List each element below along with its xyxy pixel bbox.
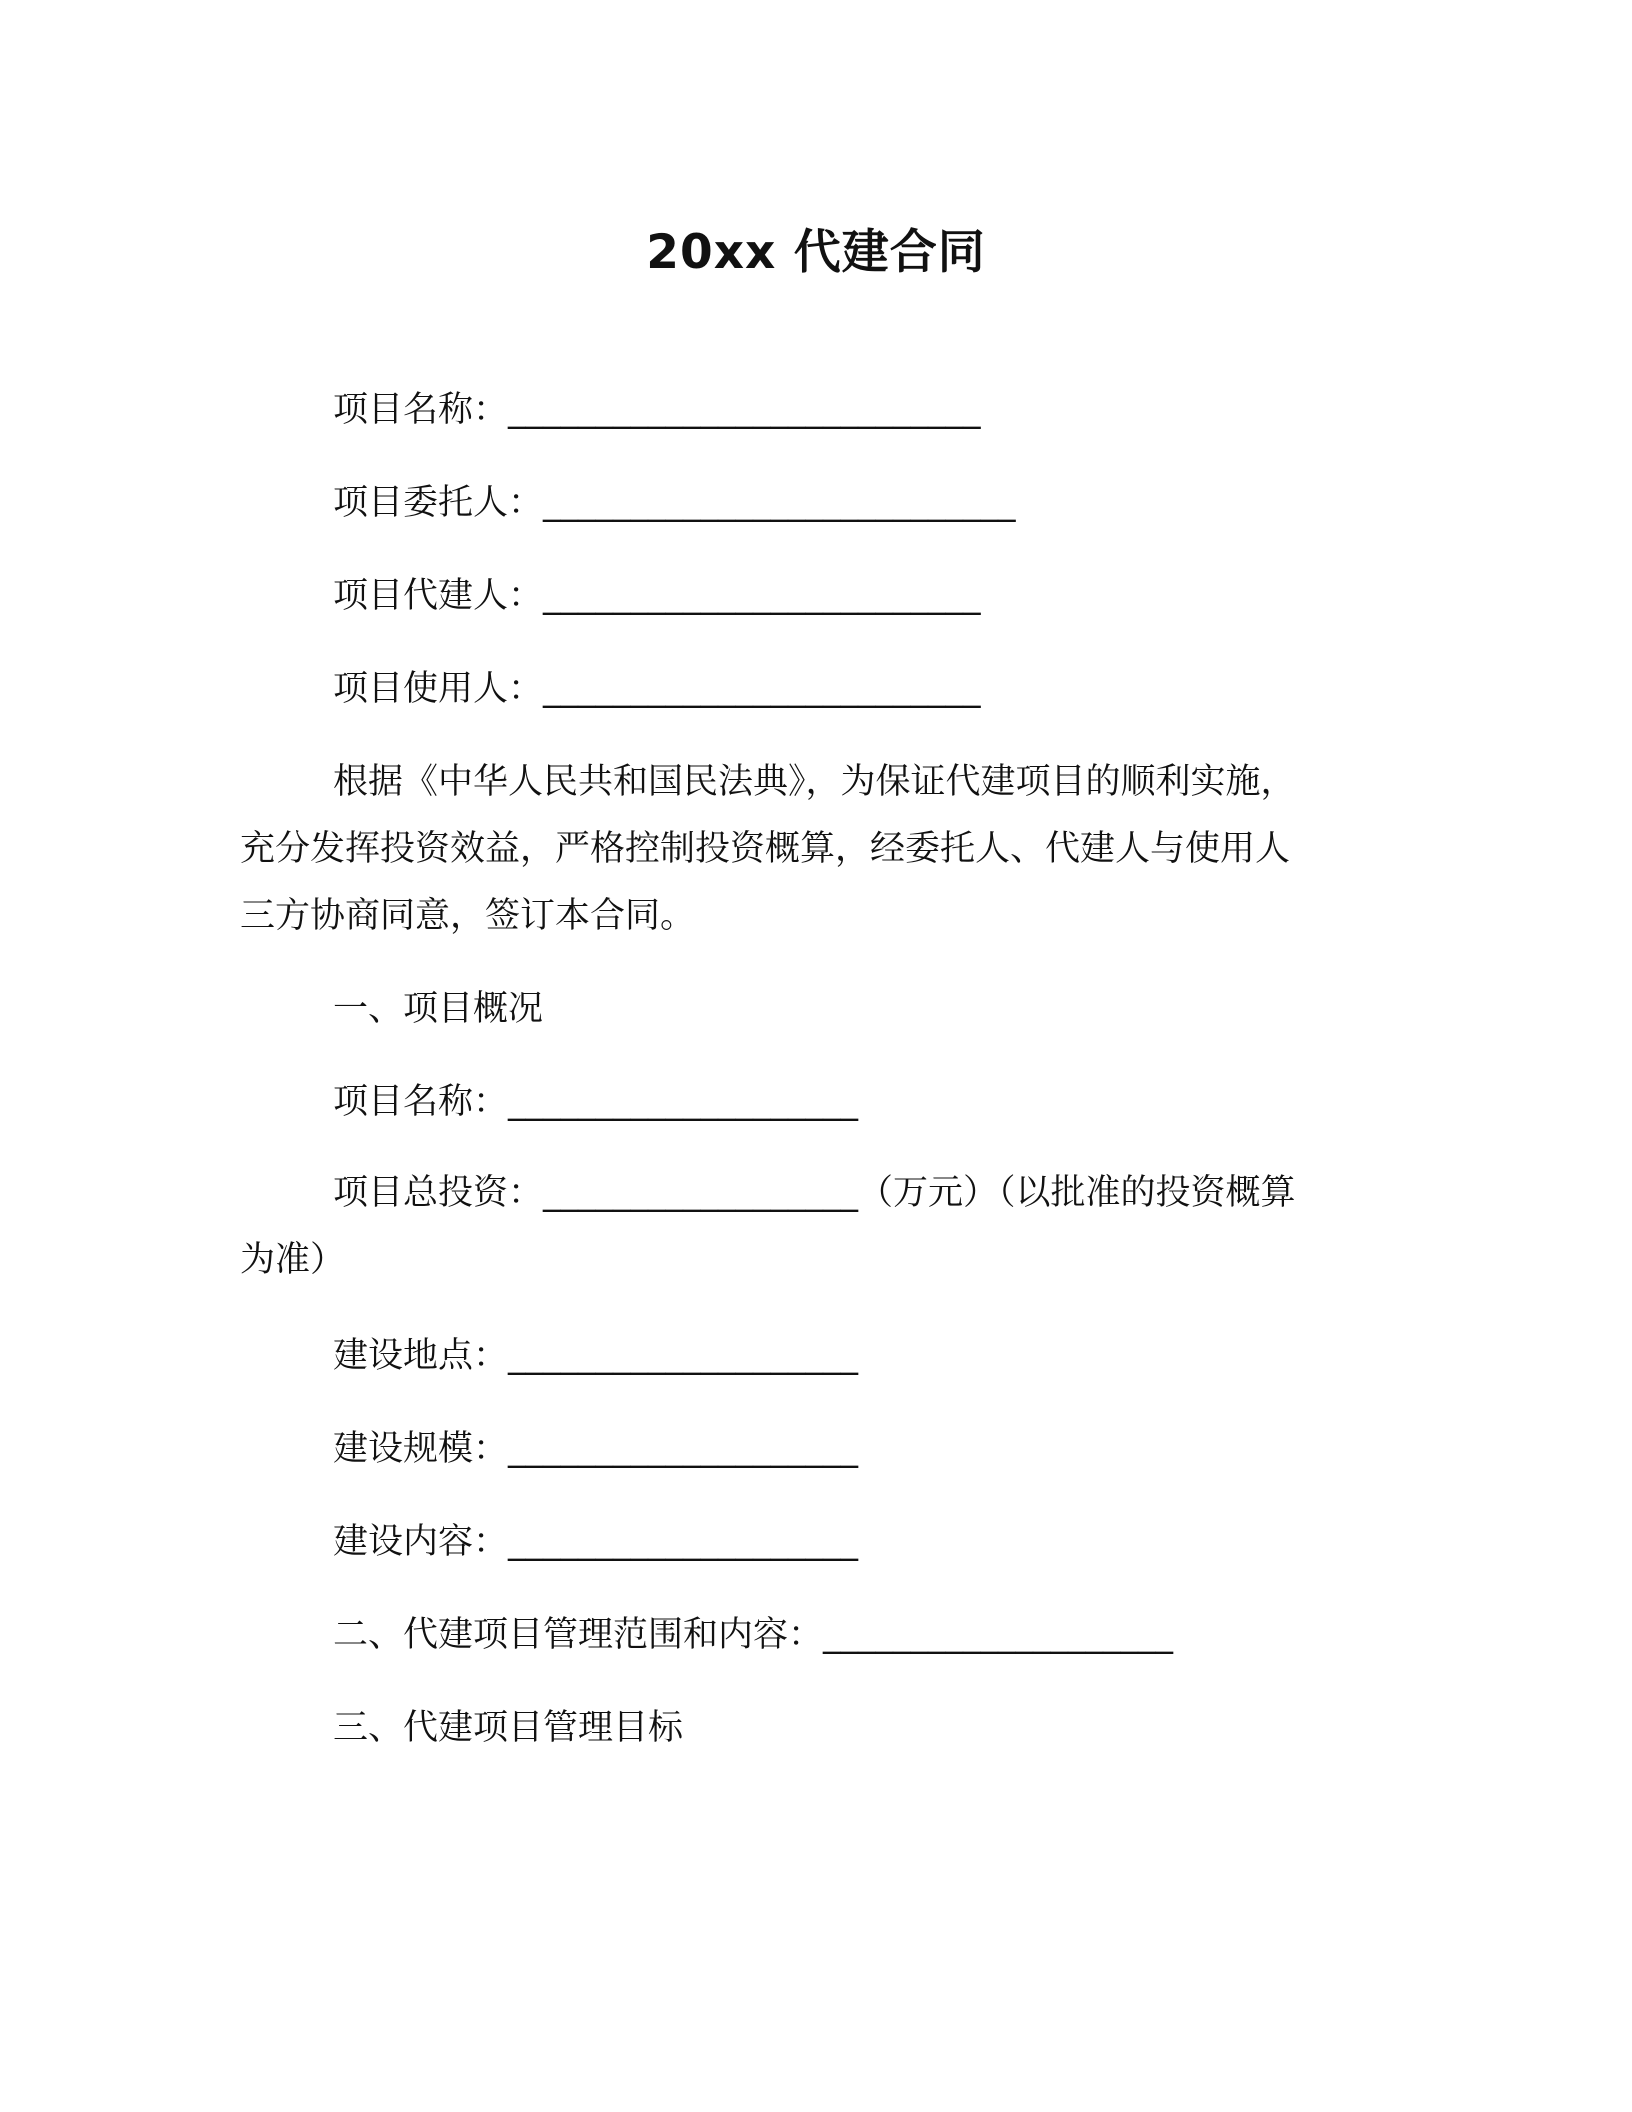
section-2-heading — [333, 1609, 1173, 1661]
investment-unit: （万元）（以批准的投资概算 — [858, 1173, 1296, 1213]
field-blank: ____________________ — [508, 1429, 859, 1469]
field-label: 项目代建人： — [333, 576, 544, 616]
field-project-client — [333, 477, 1016, 529]
field-blank: ____________________ — [508, 1522, 859, 1562]
field-label: 项目名称： — [333, 390, 509, 430]
field-label: 建设地点： — [333, 1336, 509, 1376]
field-section1-scale — [333, 1423, 858, 1475]
field-label: 项目使用人： — [333, 669, 544, 709]
field-label: 建设规模： — [333, 1429, 509, 1469]
field-section1-content — [333, 1516, 858, 1568]
field-section1-location — [333, 1330, 858, 1382]
field-label: 项目委托人： — [333, 483, 544, 523]
field-blank: __________________ — [543, 1173, 859, 1213]
document-title: 20xx 代建合同 — [646, 225, 986, 280]
field-section1-name — [333, 1076, 858, 1128]
intro-line: 三方协商同意，签订本合同。 — [240, 896, 696, 936]
field-blank: ___________________________ — [508, 390, 981, 430]
field-blank: ____________________ — [508, 1336, 859, 1376]
field-label: 项目总投资： — [333, 1173, 544, 1213]
field-blank: ____________________ — [508, 1082, 859, 1122]
investment-continuation: 为准） — [240, 1240, 346, 1280]
investment-line — [240, 1160, 1390, 1227]
field-blank: _________________________ — [543, 669, 981, 709]
field-blank: _________________________ — [543, 576, 981, 616]
section-3-heading: 三、代建项目管理目标 — [333, 1708, 684, 1748]
field-project-user — [333, 663, 981, 715]
section-1-heading: 一、项目概况 — [333, 989, 544, 1029]
field-label: 项目名称： — [333, 1082, 509, 1122]
section-2-label: 二、代建项目管理范围和内容： — [333, 1615, 824, 1655]
intro-line: 根据《中华人民共和国民法典》，为保证代建项目的顺利实施， — [333, 762, 1296, 802]
intro-line: 充分发挥投资效益，严格控制投资概算，经委托人、代建人与使用人 — [240, 829, 1291, 869]
field-project-name — [333, 384, 981, 436]
field-blank: ____________________ — [823, 1615, 1174, 1655]
field-blank: ___________________________ — [543, 483, 1016, 523]
field-label: 建设内容： — [333, 1522, 509, 1562]
field-project-agent — [333, 570, 981, 622]
intro-paragraph — [240, 749, 1390, 950]
field-section1-investment — [240, 1160, 1390, 1294]
